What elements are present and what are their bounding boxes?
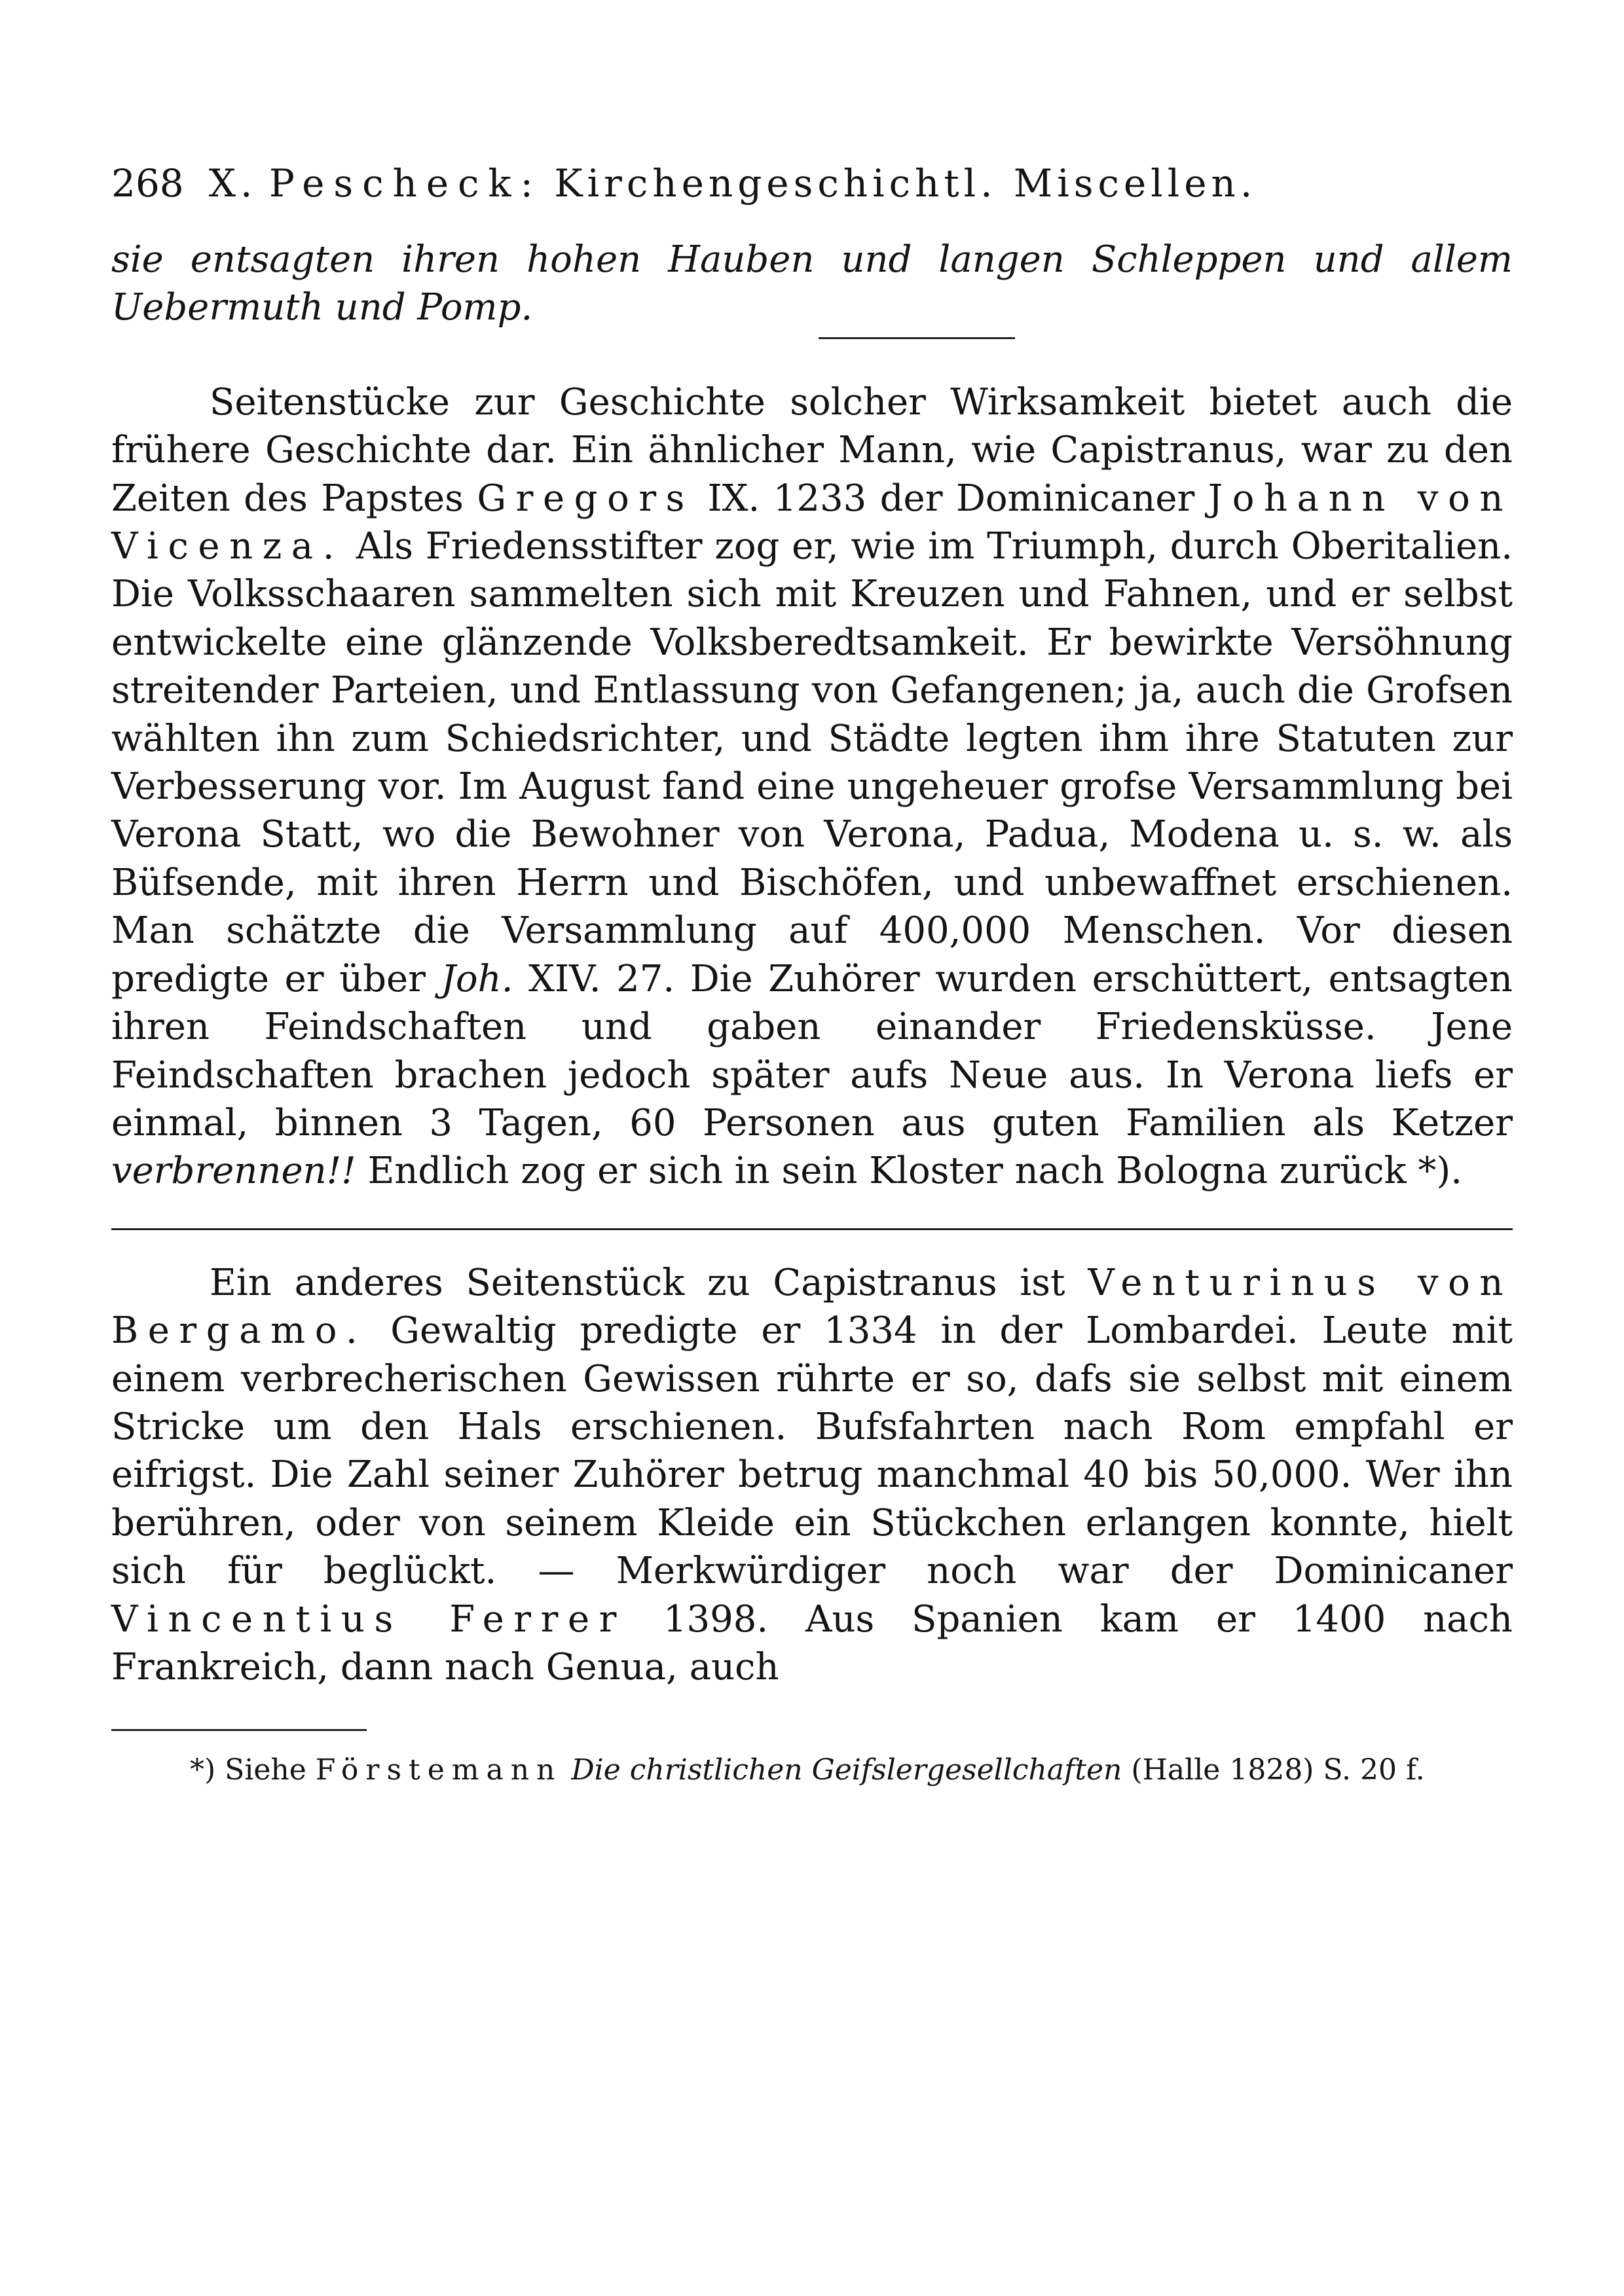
section-divider xyxy=(819,337,1015,339)
header-author: Pescheck: xyxy=(268,161,542,206)
name-vincentius-ferrer: Vincentius Ferrer xyxy=(111,1597,626,1641)
footnote-citation: (Halle 1828) S. 20 f. xyxy=(1131,1753,1425,1787)
book-page xyxy=(111,157,1513,1790)
footnote-rule xyxy=(111,1729,367,1731)
page-number: 268 xyxy=(111,161,184,206)
header-title: Kirchengeschichtl. Miscellen. xyxy=(554,161,1257,206)
reference-joh: Joh. xyxy=(441,957,513,1000)
running-head xyxy=(111,157,1513,210)
footnote xyxy=(111,1751,1513,1790)
name-venturinus: Venturinus von Bergamo. xyxy=(111,1261,1513,1353)
header-chapter: X. xyxy=(208,161,257,206)
opening-italic-text: sie entsagten ihren hohen Hauben und langen Schleppen und allem Uebermuth und Pomp. xyxy=(111,238,1513,329)
footnote-author: Förstemann xyxy=(315,1753,563,1787)
name-johann-von-vicenza: Johann von Vicenza. xyxy=(111,477,1513,568)
name-gregors: Gregors xyxy=(477,477,694,520)
emphasis-verbrennen: verbrennen!! xyxy=(111,1150,356,1193)
paragraph-venturinus: Ein anderes Seitenstück zu Capistranus ist Venturinus von Bergamo. Gewaltig predigte er 1334 in der Lombardei. Leute mit einem verbrecherischen Gewissen rührte er so, dafs sie selbst mit einem Stricke um den Hals erschienen. Bufsfahrten nach Rom empfahl er eifrigst. Die Zahl seiner Zuhörer betrug manchmal 40 bis 50,000. Wer ihn berühren, oder von seinem Kleide ein Stückchen erlangen konnte, hielt sich für beglückt. — Merkwürdiger noch war der Dominicaner Vincentius Ferrer 1398. Aus Spanien kam er 1400 nach Frankreich, dann nach Genua, auch xyxy=(111,1261,1513,1688)
footnote-title: Die christlichen Geifslergesellchaften xyxy=(571,1753,1122,1787)
paragraph-vicenza: Seitenstücke zur Geschichte solcher Wirksamkeit bietet auch die frühere Geschichte dar. Ein ähnlicher Mann, wie Capistranus, war zu den Zeiten des Papstes Gregors IX. 1233 der Dominicaner Johann von Vicenza. Als Friedensstifter zog er, wie im Triumph, durch Oberitalien. Die Volksschaaren sammelten sich mit Kreuzen und Fahnen, und er selbst entwickelte eine glänzende Volksberedtsamkeit. Er bewirkte Versöhnung streitender Parteien, und Entlassung von Gefangenen; ja, auch die Grofsen wählten ihn zum Schiedsrichter, und Städte legten ihm ihre Statuten zur Verbesserung vor. Im August fand eine ungeheuer grofse Versammlung bei Verona Statt, wo die Bewohner von Verona, Padua, Modena u. s. w. als Büfsende, mit ihren Herrn und Bischöfen, und unbewaffnet erschienen. Man schätzte die Versammlung auf 400,000 Menschen. Vor diesen predigte er über Joh. XIV. 27. Die Zuhörer wurden erschüttert, entsagten ihren Feindschaften und gaben einander Friedensküsse. Jene Feindschaften brachen jedoch später aufs Neue aus. In Verona liefs er einmal, binnen 3 Tagen, 60 Personen aus guten Familien als Ketzer verbrennen!! Endlich zog er sich in sein Kloster nach Bologna zurück *). xyxy=(111,380,1513,1193)
footnote-marker: *) Siehe xyxy=(190,1753,306,1787)
paragraph-divider xyxy=(111,1228,1513,1230)
